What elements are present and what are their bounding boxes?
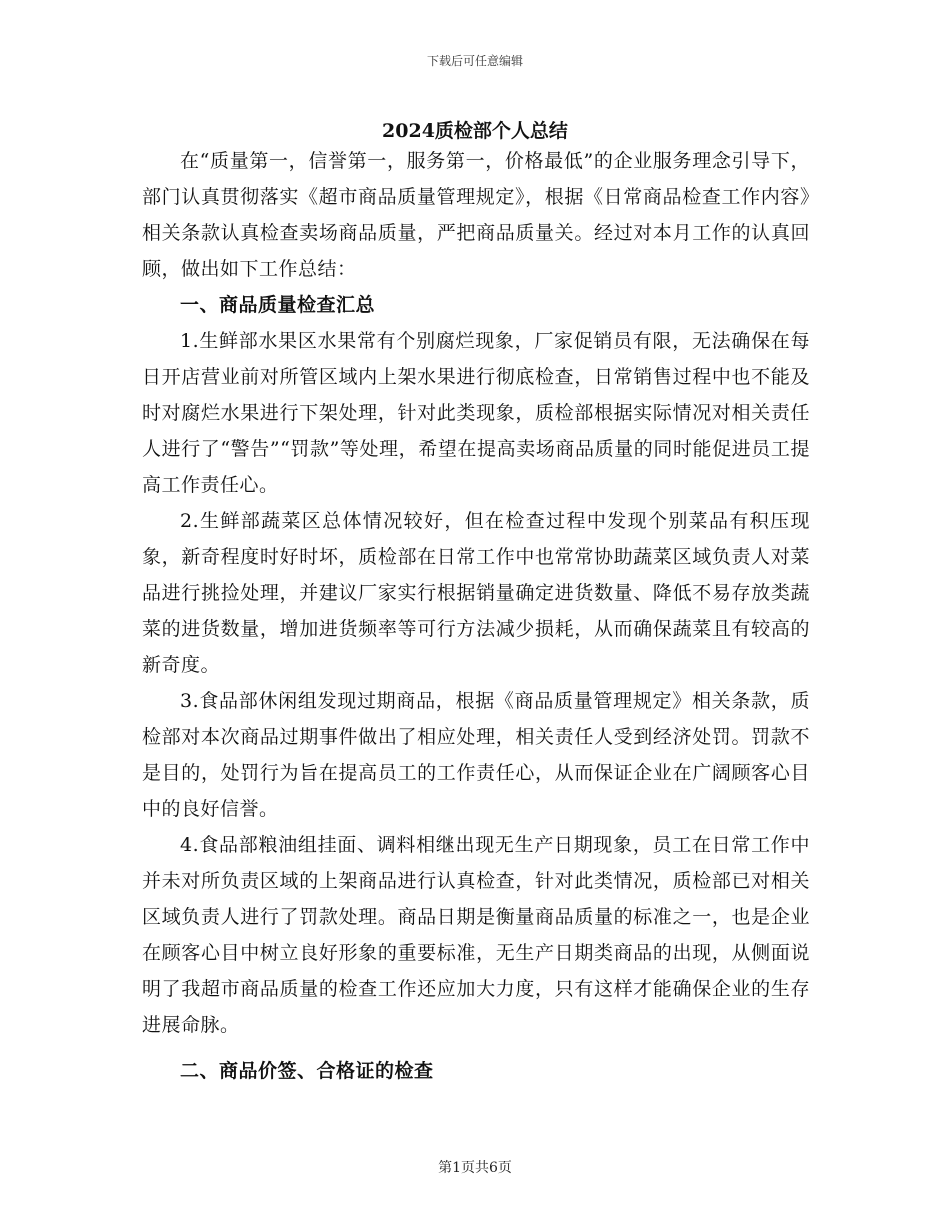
- list-item-1: 1.生鲜部水果区水果常有个别腐烂现象，厂家促销员有限，无法确保在每日开店营业前对所管区域内上架水果进行彻底检查，日常销售过程中也不能及时对腐烂水果进行下架处理，针对此类现象，质检部根据实际情况对相关责任人进行了“警告”“罚款”等处理，希望在提高卖场商品质量的同时能促进员工提高工作责任心。: [142, 330, 810, 496]
- page-header: 下载后可任意编辑: [426, 54, 523, 68]
- list-item-4: 4.食品部粮油组挂面、调料相继出现无生产日期现象，员工在日常工作中并未对所负责区域的上架商品进行认真检查，针对此类情况，质检部已对相关区域负责人进行了罚款处理。商品日期是衡量商品质量的标准之一，也是企业在顾客心目中树立良好形象的重要标准，无生产日期类商品的出现，从侧面说明了我超市商品质量的检查工作还应加大力度，只有这样才能确保企业的生存进展命脉。: [142, 834, 810, 1036]
- intro-paragraph: 在“质量第一，信誉第一，服务第一，价格最低”的企业服务理念引导下，部门认真贯彻落实《超市商品质量管理规定》，根据《日常商品检查工作内容》相关条款认真检查卖场商品质量，严把商品质量关。经过对本月工作的认真回顾，做出如下工作总结：: [142, 150, 810, 280]
- list-item-2: 2.生鲜部蔬菜区总体情况较好，但在检查过程中发现个别菜品有积压现象，新奇程度时好时坏，质检部在日常工作中也常常协助蔬菜区域负责人对菜品进行挑捡处理，并建议厂家实行根据销量确定进货数量、降低不易存放类蔬菜的进货数量，增加进货频率等可行方法减少损耗，从而确保蔬菜且有较高的新奇度。: [142, 510, 810, 676]
- document-title: 2024质检部个人总结: [382, 120, 568, 142]
- document-body: [142, 143, 810, 1089]
- list-item-3: 3.食品部休闲组发现过期商品，根据《商品质量管理规定》相关条款，质检部对本次商品过期事件做出了相应处理，相关责任人受到经济处罚。罚款不是目的，处罚行为旨在提高员工的工作责任心，从而保证企业在广阔顾客心目中的良好信誉。: [142, 690, 810, 820]
- section-heading-1: 一、商品质量检查汇总: [180, 294, 376, 316]
- section-heading-2: 二、商品价签、合格证的检查: [180, 1060, 434, 1082]
- page-footer: 第1页共6页: [438, 1160, 512, 1176]
